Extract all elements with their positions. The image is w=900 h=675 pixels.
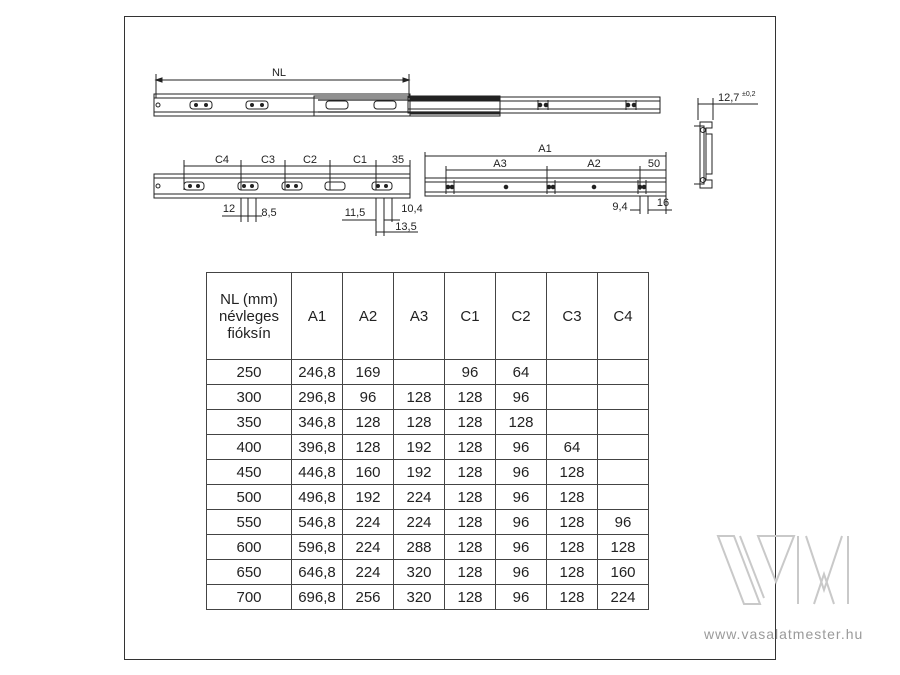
table-cell: 400	[207, 435, 292, 460]
dim-11-5: 11,5	[344, 207, 366, 219]
table-cell: 696,8	[292, 585, 343, 610]
table-cell: 224	[343, 560, 394, 585]
table-cell: 96	[496, 560, 547, 585]
inner-member	[425, 178, 666, 196]
table-cell: 128	[445, 535, 496, 560]
dim-13-5: 13,5	[395, 221, 417, 233]
table-cell: 128	[445, 485, 496, 510]
a1-label: A1	[538, 143, 552, 155]
header-c2: C2	[496, 273, 547, 360]
table-cell: 128	[394, 385, 445, 410]
table-cell: 550	[207, 510, 292, 535]
table-row	[207, 360, 649, 385]
table-row	[207, 535, 649, 560]
table-cell: 396,8	[292, 435, 343, 460]
table-cell: 646,8	[292, 560, 343, 585]
table-cell: 128	[343, 410, 394, 435]
table-cell: 596,8	[292, 535, 343, 560]
dim-16: 16	[656, 197, 670, 209]
table-cell: 128	[445, 585, 496, 610]
table-cell: 128	[445, 410, 496, 435]
table-cell: 446,8	[292, 460, 343, 485]
table-cell: 224	[343, 510, 394, 535]
table-cell	[598, 435, 649, 460]
table-cell: 128	[547, 585, 598, 610]
profile-section	[694, 91, 758, 188]
table-cell: 320	[394, 560, 445, 585]
vasalatmester-logo	[714, 530, 864, 610]
table-cell: 96	[496, 585, 547, 610]
table-cell: 320	[394, 585, 445, 610]
table-cell: 128	[445, 460, 496, 485]
table-cell	[598, 410, 649, 435]
dim-12: 12	[222, 203, 236, 215]
table-cell	[598, 360, 649, 385]
dim-10-4: 10,4	[401, 203, 423, 215]
table-cell: 128	[445, 385, 496, 410]
table-cell	[547, 360, 598, 385]
table-cell	[547, 385, 598, 410]
table-cell: 450	[207, 460, 292, 485]
c2-label: C2	[302, 154, 318, 166]
header-c3: C3	[547, 273, 598, 360]
table-cell	[598, 485, 649, 510]
table-cell: 300	[207, 385, 292, 410]
table-cell: 288	[394, 535, 445, 560]
c3-label: C3	[260, 154, 276, 166]
table-cell: 546,8	[292, 510, 343, 535]
table-cell: 128	[343, 435, 394, 460]
header-c4: C4	[598, 273, 649, 360]
table-cell: 128	[547, 560, 598, 585]
table-cell: 192	[394, 435, 445, 460]
side-view	[154, 154, 423, 236]
table-cell: 169	[343, 360, 394, 385]
table-cell: 128	[445, 510, 496, 535]
dimension-table	[206, 272, 649, 610]
table-cell: 224	[394, 510, 445, 535]
table-cell: 96	[496, 385, 547, 410]
top-view	[154, 67, 660, 116]
website-url: www.vasalatmester.hu	[704, 626, 864, 642]
table-cell: 96	[496, 460, 547, 485]
table-cell: 128	[496, 410, 547, 435]
table-cell	[394, 360, 445, 385]
table-cell: 64	[547, 435, 598, 460]
table-cell: 128	[394, 410, 445, 435]
table-cell: 224	[394, 485, 445, 510]
table-cell: 96	[496, 485, 547, 510]
table-cell: 224	[343, 535, 394, 560]
table-cell: 192	[343, 485, 394, 510]
dim-8-5: 8,5	[261, 207, 277, 219]
table-cell: 128	[598, 535, 649, 560]
table-cell: 296,8	[292, 385, 343, 410]
table-row	[207, 485, 649, 510]
table-cell: 160	[343, 460, 394, 485]
table-cell: 128	[445, 435, 496, 460]
table-cell: 350	[207, 410, 292, 435]
c4-label: C4	[214, 154, 230, 166]
table-cell: 246,8	[292, 360, 343, 385]
table-cell: 500	[207, 485, 292, 510]
side-rail-slots	[156, 182, 392, 190]
table-row	[207, 585, 649, 610]
header-c1: C1	[445, 273, 496, 360]
table-row	[207, 410, 649, 435]
c1-label: C1	[352, 154, 368, 166]
table-cell: 96	[598, 510, 649, 535]
table-row	[207, 510, 649, 535]
header-a2: A2	[343, 273, 394, 360]
table-cell: 160	[598, 560, 649, 585]
table-cell: 128	[547, 485, 598, 510]
table-row	[207, 460, 649, 485]
table-row	[207, 435, 649, 460]
table-cell: 650	[207, 560, 292, 585]
table-cell: 128	[547, 535, 598, 560]
table-cell: 192	[394, 460, 445, 485]
table-cell: 128	[547, 460, 598, 485]
table-row	[207, 560, 649, 585]
table-cell: 250	[207, 360, 292, 385]
table-cell: 96	[496, 510, 547, 535]
table-cell	[547, 410, 598, 435]
table-cell: 700	[207, 585, 292, 610]
table-cell: 128	[547, 510, 598, 535]
header-a3: A3	[394, 273, 445, 360]
outer-rail	[154, 94, 410, 116]
dim-9-4: 9,4	[612, 201, 628, 213]
table-body	[207, 360, 649, 610]
table-cell: 496,8	[292, 485, 343, 510]
table-cell: 96	[496, 435, 547, 460]
table-cell: 64	[496, 360, 547, 385]
a-view	[425, 143, 672, 214]
table-cell: 96	[445, 360, 496, 385]
header-nl: NL (mm) névleges fióksín	[207, 273, 292, 360]
table-cell: 224	[598, 585, 649, 610]
c-end-label: 35	[391, 154, 405, 166]
a-end-label: 50	[647, 158, 661, 170]
table-row	[207, 385, 649, 410]
a2-label: A2	[587, 158, 601, 170]
table-cell: 256	[343, 585, 394, 610]
a3-label: A3	[493, 158, 507, 170]
header-a1: A1	[292, 273, 343, 360]
table-cell: 96	[496, 535, 547, 560]
table-cell: 346,8	[292, 410, 343, 435]
table-cell	[598, 460, 649, 485]
table-cell: 600	[207, 535, 292, 560]
profile-thickness: 12,7	[718, 92, 740, 104]
profile-tolerance: ±0,2	[742, 91, 756, 98]
nl-label: NL	[271, 67, 287, 79]
table-header-row	[207, 273, 649, 360]
table-cell	[598, 385, 649, 410]
table-cell: 96	[343, 385, 394, 410]
table-cell: 128	[445, 560, 496, 585]
